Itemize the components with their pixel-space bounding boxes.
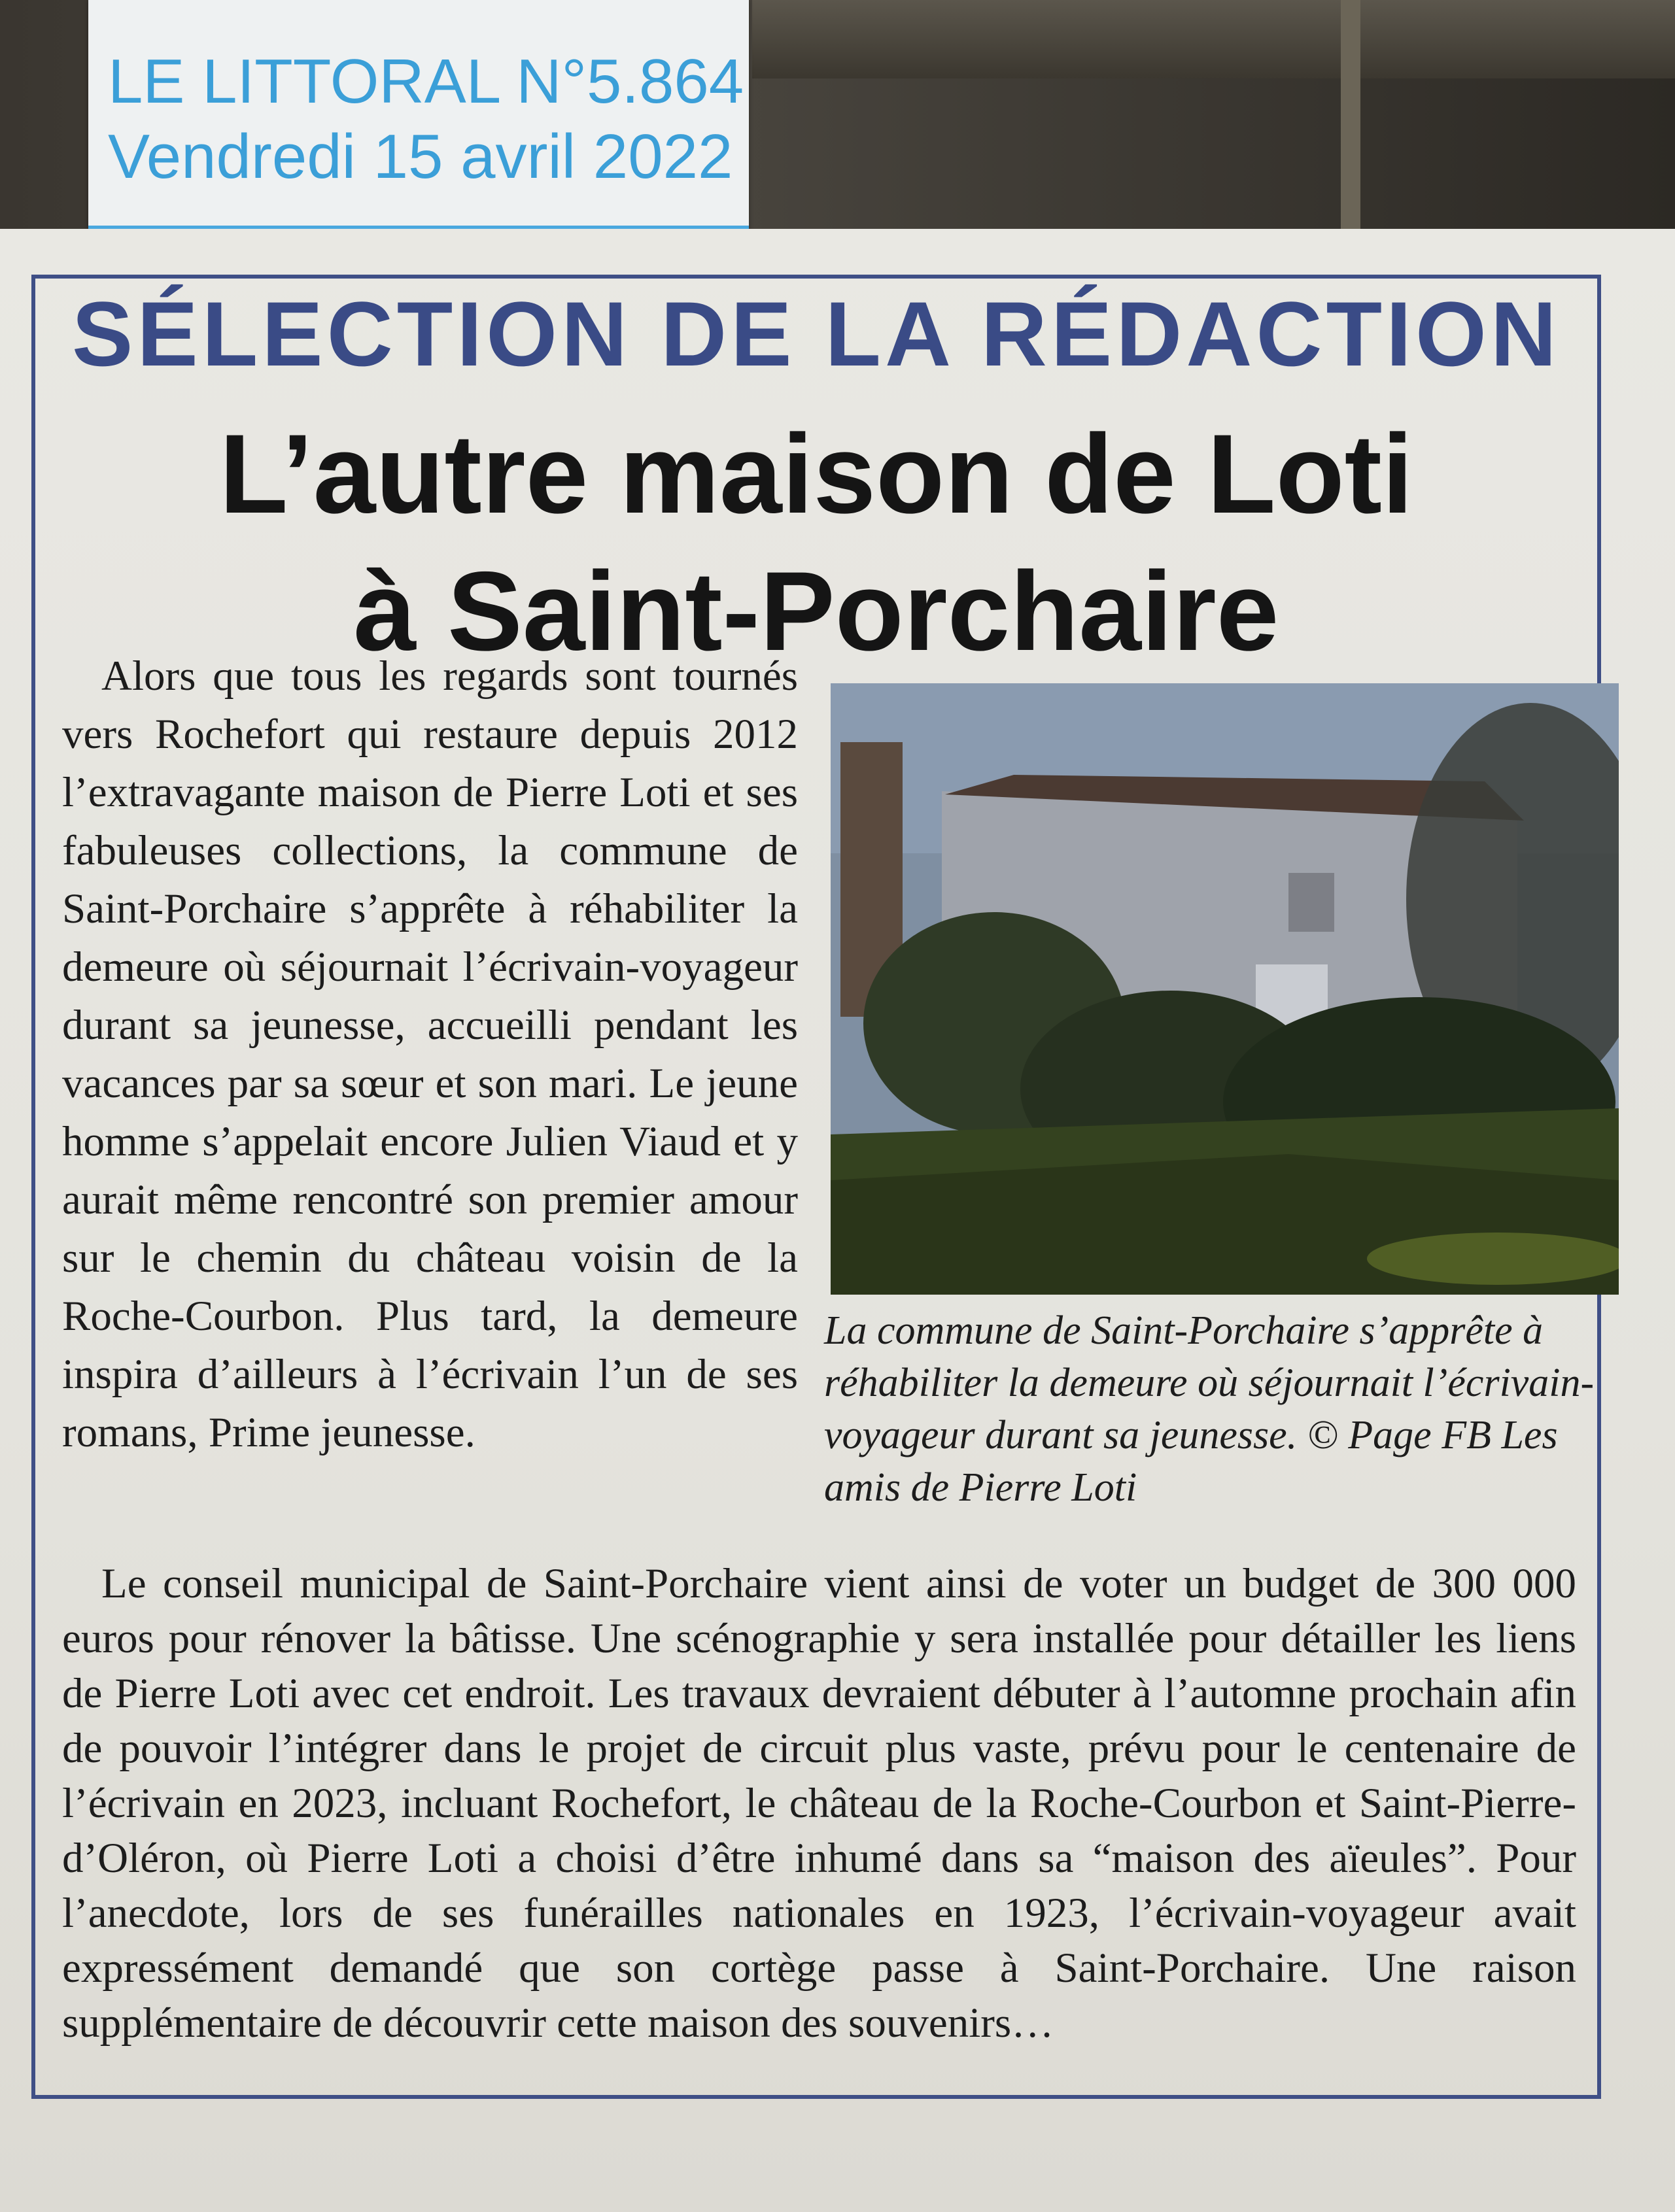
background-frame — [1341, 0, 1360, 262]
background-beam — [752, 0, 1675, 78]
headline-line-2: à Saint-Porchaire — [353, 549, 1279, 674]
article-paragraph-1: Alors que tous les regards sont tournés vers Rochefort qui restaure depuis 2012 l’extravagante maison de Pierre Loti et ses fabuleuses collections, la commune de Saint-Porchaire s’apprête à réhabiliter la demeure où séjournait l’écrivain-voyageur durant sa jeunesse, accueilli pendant les vacances par sa sœur et son mari. Le jeune homme s’appelait encore Julien Viaud et y aurait même rencontré son premier amour sur le chemin du château voisin de la Roche-Courbon. Plus tard, la demeure inspira d’ailleurs à l’écrivain l’un de ses romans, Prime jeunesse. — [62, 653, 798, 1456]
label-issue: LE LITTORAL N°5.864 — [108, 46, 744, 116]
newspaper-label — [88, 0, 749, 262]
label-date: Vendredi 15 avril 2022 — [108, 122, 733, 192]
article-paragraph-2: Le conseil municipal de Saint-Porchaire vient ainsi de voter un budget de 300 000 euros pour rénover la bâtisse. Une scénographie y sera installée pour détailler les liens de Pierre Loti avec cet endroit. Les travaux devraient débuter à l’automne prochain afin de pouvoir l’intégrer dans le projet de circuit plus vaste, prévu pour le centenaire de l’écrivain en 2023, incluant Rochefort, le château de la Roche-Courbon et Saint-Pierre-d’Oléron, où Pierre Loti a choisi d’être inhumé dans sa “maison des aïeules”. Pour l’anecdote, lors de ses funérailles nationales en 1923, l’écrivain-voyageur avait expressément demandé que son cortège passe à Saint-Porchaire. Une raison supplémentaire de découvrir cette maison des souvenirs… — [62, 1560, 1576, 2047]
house-photo — [831, 683, 1619, 1295]
article-kicker: SÉLECTION DE LA RÉDACTION — [72, 282, 1561, 385]
headline-line-1: L’autre maison de Loti — [219, 411, 1413, 537]
article-headline — [31, 405, 1601, 680]
photo-caption: La commune de Saint-Porchaire s’apprête à réhabiliter la demeure où séjournait l’écrivain-voyageur durant sa jeunesse. © Page FB Les amis de Pierre Loti — [824, 1308, 1595, 1510]
house-photo-illustration — [831, 683, 1619, 1295]
